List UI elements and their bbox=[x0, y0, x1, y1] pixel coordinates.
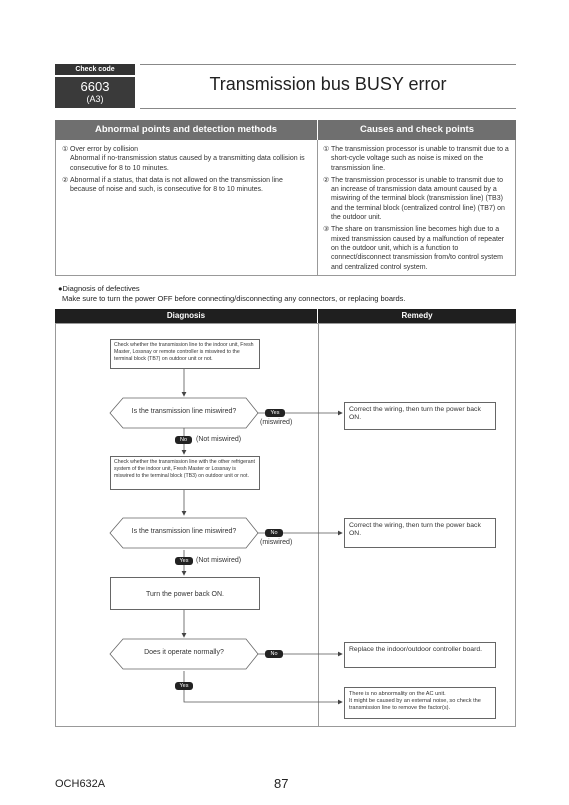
page-title: Transmission bus BUSY error bbox=[209, 74, 447, 94]
yes-badge: Yes bbox=[265, 409, 285, 417]
no-badge: No bbox=[175, 436, 192, 444]
abnormal-points-header: Abnormal points and detection methods bbox=[55, 120, 317, 140]
remedy-replace-board: Replace the indoor/outdoor controller board. bbox=[344, 642, 496, 668]
causes-header: Causes and check points bbox=[318, 120, 516, 140]
item-text: Over error by collision Abnormal if no-transmission status caused by a transmitting data collision is consecutive for 8 to 10 minutes. bbox=[70, 146, 305, 172]
not-miswired-note: (Not miswired) bbox=[196, 436, 242, 443]
item-text: The transmission processor is unable to transmit due to a short-cycle voltage such as noise is mixed on the transmission line. bbox=[331, 146, 509, 172]
item-text: The share on transmission line becomes high due to a mixed transmission caused by a malfunction of repeater on the outdoor unit, which is a function to connect/disconnect transmission from/to control system and centralized control system. bbox=[331, 226, 505, 271]
power-on-box: Turn the power back ON. bbox=[110, 577, 260, 610]
check-code-main: 6603 bbox=[80, 79, 110, 94]
not-miswired-note: (Not miswired) bbox=[196, 557, 242, 564]
diagnosis-title: ●Diagnosis of defectives bbox=[58, 284, 140, 293]
item-number: ③ bbox=[323, 226, 330, 234]
miswired-note: (miswired) bbox=[260, 419, 293, 426]
check-code-sub: (A3) bbox=[86, 94, 104, 104]
no-badge: No bbox=[265, 529, 283, 537]
item-text: Abnormal if a status, that data is not allowed on the transmission line because of noise and such, is consecutive for 8 to 10 minutes. bbox=[70, 176, 283, 194]
check-code-label: Check code bbox=[55, 64, 135, 75]
yes-badge: Yes bbox=[175, 682, 193, 690]
remedy-correct-wiring-1: Correct the wiring, then turn the power back ON. bbox=[344, 402, 496, 430]
diagnosis-header: Diagnosis bbox=[55, 309, 317, 323]
no-badge: No bbox=[265, 650, 283, 658]
check-tb7-box: Check whether the transmission line to the indoor unit, Fresh Master, Lossnay or remote controller is miswired to the terminal block (TB7) on outdoor unit or not. bbox=[110, 339, 260, 369]
question-miswired-1: Is the transmission line miswired? bbox=[131, 408, 237, 415]
question-operate-normally: Does it operate normally? bbox=[144, 649, 224, 656]
question-miswired-2: Is the transmission line miswired? bbox=[131, 528, 237, 535]
item-number: ② bbox=[323, 176, 330, 184]
yes-badge: Yes bbox=[175, 557, 193, 565]
item-text: The transmission processor is unable to transmit due to an increase of transmission data amount caused by a miswiring of the terminal block (transmission line) (TB3) and the terminal block (centralized control line) (TB7) on the outdoor unit. bbox=[331, 176, 505, 222]
item-number: ① bbox=[323, 146, 330, 153]
remedy-header: Remedy bbox=[318, 309, 516, 323]
model-number: OCH632A bbox=[55, 778, 106, 790]
check-tb3-box: Check whether the transmission line with the other refrigerant system of the indoor unit, Fresh Master or Lossnay is miswired to the terminal block (TB3) on outdoor unit or not. bbox=[110, 456, 260, 490]
item-number: ② bbox=[62, 176, 69, 184]
remedy-external-noise: There is no abnormality on the AC unit. It might be caused by an external noise, so check the transmission line to remove the factor(s). bbox=[344, 687, 496, 719]
remedy-correct-wiring-2: Correct the wiring, then turn the power back ON. bbox=[344, 518, 496, 548]
item-number: ① bbox=[62, 146, 69, 153]
miswired-note: (miswired) bbox=[260, 539, 293, 546]
diagnosis-text: Make sure to turn the power OFF before connecting/disconnecting any connectors, or replacing boards. bbox=[62, 293, 406, 303]
page-number: 87 bbox=[274, 776, 289, 791]
